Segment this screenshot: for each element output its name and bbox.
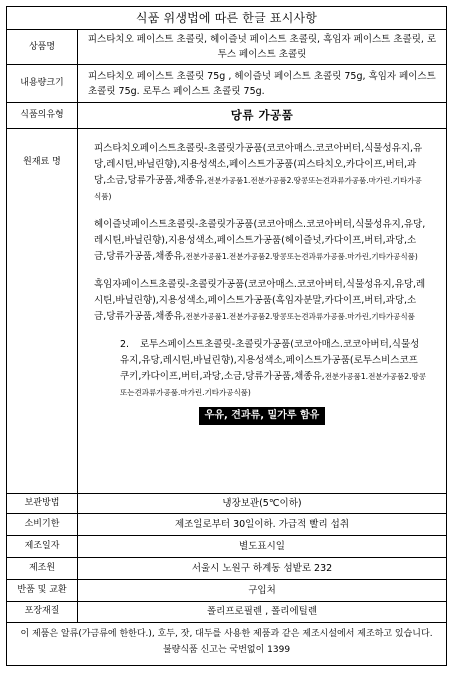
- ingredient-black-sesame-main: 흑임자페이스트초콜릿-초콜릿가공품(코코아매스.코코아버터,식물성유지,유당,레시틴,바닐린향),지용성색소,페이스트가공품(흑임자분말,카다이프,버터,과당,소금,당류가공품,채종유,: [94, 279, 426, 322]
- ingredients-value: [78, 129, 447, 494]
- manufacturer-value: 서울시 노원구 하계동 섬밭로 232: [78, 558, 447, 580]
- packaging-label: 포장재질: [7, 602, 78, 622]
- label-title: 식품 위생법에 따른 한글 표시사항: [7, 7, 446, 30]
- food-type-label: 식품의유형: [7, 103, 78, 129]
- ingredient-lotus-number: 2.: [120, 339, 130, 350]
- ingredient-hazelnut-small: 전분가공품1.전분가공품2.땅콩또는견과류가공품.마가린,기타가공식품): [185, 252, 418, 261]
- food-label-sheet: [6, 6, 447, 666]
- allergy-wrap: [84, 401, 440, 429]
- ingredient-hazelnut-main: 헤이즐넛페이스트초콜릿-초콜릿가공품(코코아매스.코코아버터,식물성유지,유당,레시틴,바닐린향),지용성색소,페이스트가공품(헤이즐넛,카다이프,버터,과당,소금,당류가공품,채종유,: [94, 219, 426, 262]
- returns-label: 반품 및 교환: [7, 580, 78, 602]
- row-product-name: [7, 30, 446, 65]
- returns-value: 구입처: [78, 580, 447, 602]
- product-name-value: 피스타치오 페이스트 초콜릿, 헤이즐넛 페이스트 초콜릿, 흑임자 페이스트 초콜릿, 로투스 페이스트 초콜릿: [87, 34, 437, 60]
- row-content: [7, 65, 446, 103]
- ingredient-hazelnut: [84, 217, 440, 265]
- row-storage: [7, 494, 446, 514]
- ingredient-black-sesame: [84, 277, 440, 325]
- storage-value: 냉장보관(5℃이하): [78, 494, 447, 514]
- expiry-label: 소비기한: [7, 514, 78, 536]
- content-label: 내용량크기: [7, 65, 78, 103]
- allergy-badge: 우유, 견과류, 밀가루 함유: [199, 407, 326, 425]
- row-returns: [7, 580, 446, 602]
- storage-label: 보관방법: [7, 494, 78, 514]
- manufacturer-label: 제조원: [7, 558, 78, 580]
- packaging-value: 폴리프로필렌 , 폴리에틸렌: [78, 602, 447, 622]
- ingredients-label: 원재료 명: [7, 129, 78, 494]
- row-manufacturer: [7, 558, 446, 580]
- ingredient-lotus-main: 로투스페이스트초콜릿-초콜릿가공품(코코아매스.코코아버터,식물성유지,유당,레시틴,바닐린향),지용성색소,페이스트가공품(로투스비스코프쿠키,카다이프,버터,과당,소금,당류가공품,채종유,: [120, 339, 420, 382]
- mfg-date-value: 별도표시일: [78, 536, 447, 558]
- ingredient-lotus-small: 전분가공품1.전분가공품2.땅콩또는견과류가공품.마가린.기타가공식품): [120, 372, 426, 397]
- row-ingredients: [7, 129, 446, 494]
- footer-notice: 이 제품은 알류(가금류에 한한다.), 호두, 잣, 대두를 사용한 제품과 같은 제조시설에서 제조하고 있습니다. 불량식품 신고는 국번없이 1399: [7, 622, 446, 661]
- row-expiry: [7, 514, 446, 536]
- ingredient-pistachio: [84, 141, 440, 205]
- expiry-value: 제조일로부터 30일이하. 가급적 빨리 섭취: [78, 514, 447, 536]
- ingredient-lotus: [84, 337, 440, 401]
- ingredient-pistachio-small: 전분가공품1.전분가공품2.땅콩또는견과류가공품.마가린.기타가공식품): [94, 176, 422, 201]
- row-mfg-date: [7, 536, 446, 558]
- mfg-date-label: 제조일자: [7, 536, 78, 558]
- label-table: [7, 30, 446, 622]
- row-packaging: [7, 602, 446, 622]
- row-food-type: [7, 103, 446, 129]
- ingredient-pistachio-main: 피스타치오페이스트초콜릿-초콜릿가공품(코코아매스.코코아버터,식물성유지,유당,레시틴,바닐린향),지용성색소,페이스트가공품(피스타치오,카다이프,버터,과당,소금,당류가공품,채종유,: [94, 143, 423, 186]
- product-name-label: 상품명: [7, 30, 78, 65]
- food-type-value: 당류 가공품: [78, 103, 447, 129]
- ingredient-black-sesame-small: 전분가공품1.전분가공품2.땅콩또는견과류가공품.마가린,기타가공식품: [185, 312, 415, 321]
- content-value: 피스타치오 페이스트 초콜릿 75g , 헤이즐넛 페이스트 초콜릿 75g, 흑임자 페이스트 초콜릿 75g. 로투스 페이스트 초콜릿 75g.: [78, 65, 447, 103]
